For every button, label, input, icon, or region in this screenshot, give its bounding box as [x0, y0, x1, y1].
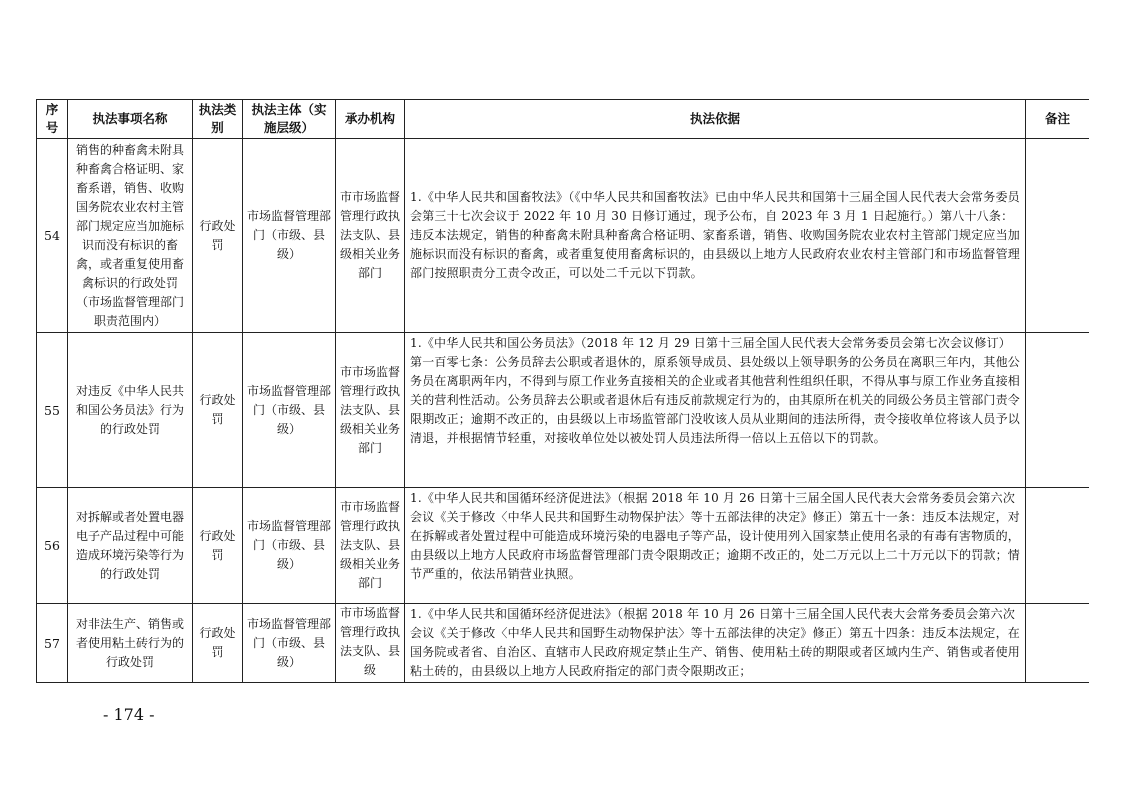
cell-item-name: 对非法生产、销售或者使用粘土砖行为的行政处罚	[68, 604, 193, 683]
cell-seq: 55	[37, 333, 68, 488]
cell-agency: 市市场监督管理行政执法支队、县级	[336, 604, 405, 683]
table-row	[37, 333, 1090, 488]
cell-subject: 市场监督管理部门（市级、县级）	[243, 604, 336, 683]
cell-subject: 市场监督管理部门（市级、县级）	[243, 139, 336, 333]
header-agency: 承办机构	[336, 100, 405, 139]
cell-category: 行政处罚	[193, 139, 243, 333]
cell-category: 行政处罚	[193, 488, 243, 604]
cell-remark	[1026, 488, 1090, 604]
table-header-row	[37, 100, 1090, 139]
cell-basis: 1.《中华人民共和国循环经济促进法》（根据 2018 年 10 月 26 日第十三届全国人民代表大会常务委员会第六次会议《关于修改〈中华人民共和国野生动物保护法〉等十五部法律的决定》修正）第五十四条：违反本法规定，在国务院或者省、自治区、直辖市人民政府规定禁止生产、销售、使用粘土砖的期限或者区域内生产、销售或者使用粘土砖的，由县级以上地方人民政府指定的部门责令限期改正；	[405, 604, 1026, 683]
header-seq: 序号	[37, 100, 68, 139]
header-basis: 执法依据	[405, 100, 1026, 139]
cell-item-name: 对违反《中华人民共和国公务员法》行为的行政处罚	[68, 333, 193, 488]
cell-basis: 1.《中华人民共和国畜牧法》（《中华人民共和国畜牧法》已由中华人民共和国第十三届全国人民代表大会常务委员会第三十七次会议于 2022 年 10 月 30 日修订通过，现予公布，自 2023 年 3 月 1 日起施行。）第八十八条：违反本法规定，销售的种畜禽未附具种畜禽合格证明、家畜系谱，销售、收购国务院农业农村主管部门规定应当加施标识而没有标识的畜禽，或者重复使用畜禽标识的，由县级以上地方人民政府农业农村主管部门和市场监督管理部门按照职责分工责令改正，可以处二千元以下罚款。	[405, 139, 1026, 333]
cell-seq: 57	[37, 604, 68, 683]
header-category: 执法类别	[193, 100, 243, 139]
cell-agency: 市市场监督管理行政执法支队、县级相关业务部门	[336, 139, 405, 333]
cell-subject: 市场监督管理部门（市级、县级）	[243, 333, 336, 488]
header-item-name: 执法事项名称	[68, 100, 193, 139]
cell-subject: 市场监督管理部门（市级、县级）	[243, 488, 336, 604]
cell-seq: 54	[37, 139, 68, 333]
cell-agency: 市市场监督管理行政执法支队、县级相关业务部门	[336, 488, 405, 604]
table-row	[37, 604, 1090, 683]
cell-item-name: 销售的种畜禽未附具种畜禽合格证明、家畜系谱，销售、收购国务院农业农村主管部门规定应当加施标识而没有标识的畜禽，或者重复使用畜禽标识的行政处罚（市场监督管理部门职责范围内）	[68, 139, 193, 333]
cell-basis: 1.《中华人民共和国公务员法》（2018 年 12 月 29 日第十三届全国人民代表大会常务委员会第七次会议修订）第一百零七条：公务员辞去公职或者退休的，原系领导成员、县处级以上领导职务的公务员在离职三年内，其他公务员在离职两年内，不得到与原工作业务直接相关的企业或者其他营利性组织任职，不得从事与原工作业务直接相关的营利性活动。公务员辞去公职或者退休后有违反前款规定行为的，由其原所在机关的同级公务员主管部门责令限期改正；逾期不改正的，由县级以上市场监管部门没收该人员从业期间的违法所得，责令接收单位将该人员予以清退，并根据情节轻重，对接收单位处以被处罚人员违法所得一倍以上五倍以下的罚款。	[405, 333, 1026, 488]
header-subject: 执法主体（实施层级）	[243, 100, 336, 139]
cell-remark	[1026, 139, 1090, 333]
cell-seq: 56	[37, 488, 68, 604]
enforcement-table-container	[36, 99, 1089, 684]
cell-remark	[1026, 604, 1090, 683]
table-row	[37, 139, 1090, 333]
table-row	[37, 488, 1090, 604]
cell-basis: 1.《中华人民共和国循环经济促进法》（根据 2018 年 10 月 26 日第十三届全国人民代表大会常务委员会第六次会议《关于修改〈中华人民共和国野生动物保护法〉等十五部法律的决定》修正）第五十一条：违反本法规定，对在拆解或者处置过程中可能造成环境污染的电器电子等产品，设计使用列入国家禁止使用名录的有毒有害物质的，由县级以上地方人民政府市场监督管理部门责令限期改正；逾期不改正的，处二万元以上二十万元以下的罚款；情节严重的，依法吊销营业执照。	[405, 488, 1026, 604]
cell-item-name: 对拆解或者处置电器电子产品过程中可能造成环境污染等行为的行政处罚	[68, 488, 193, 604]
cell-category: 行政处罚	[193, 604, 243, 683]
cell-category: 行政处罚	[193, 333, 243, 488]
enforcement-table	[36, 99, 1089, 683]
header-remark: 备注	[1026, 100, 1090, 139]
cell-remark	[1026, 333, 1090, 488]
page-number: - 174 -	[103, 705, 155, 724]
cell-agency: 市市场监督管理行政执法支队、县级相关业务部门	[336, 333, 405, 488]
